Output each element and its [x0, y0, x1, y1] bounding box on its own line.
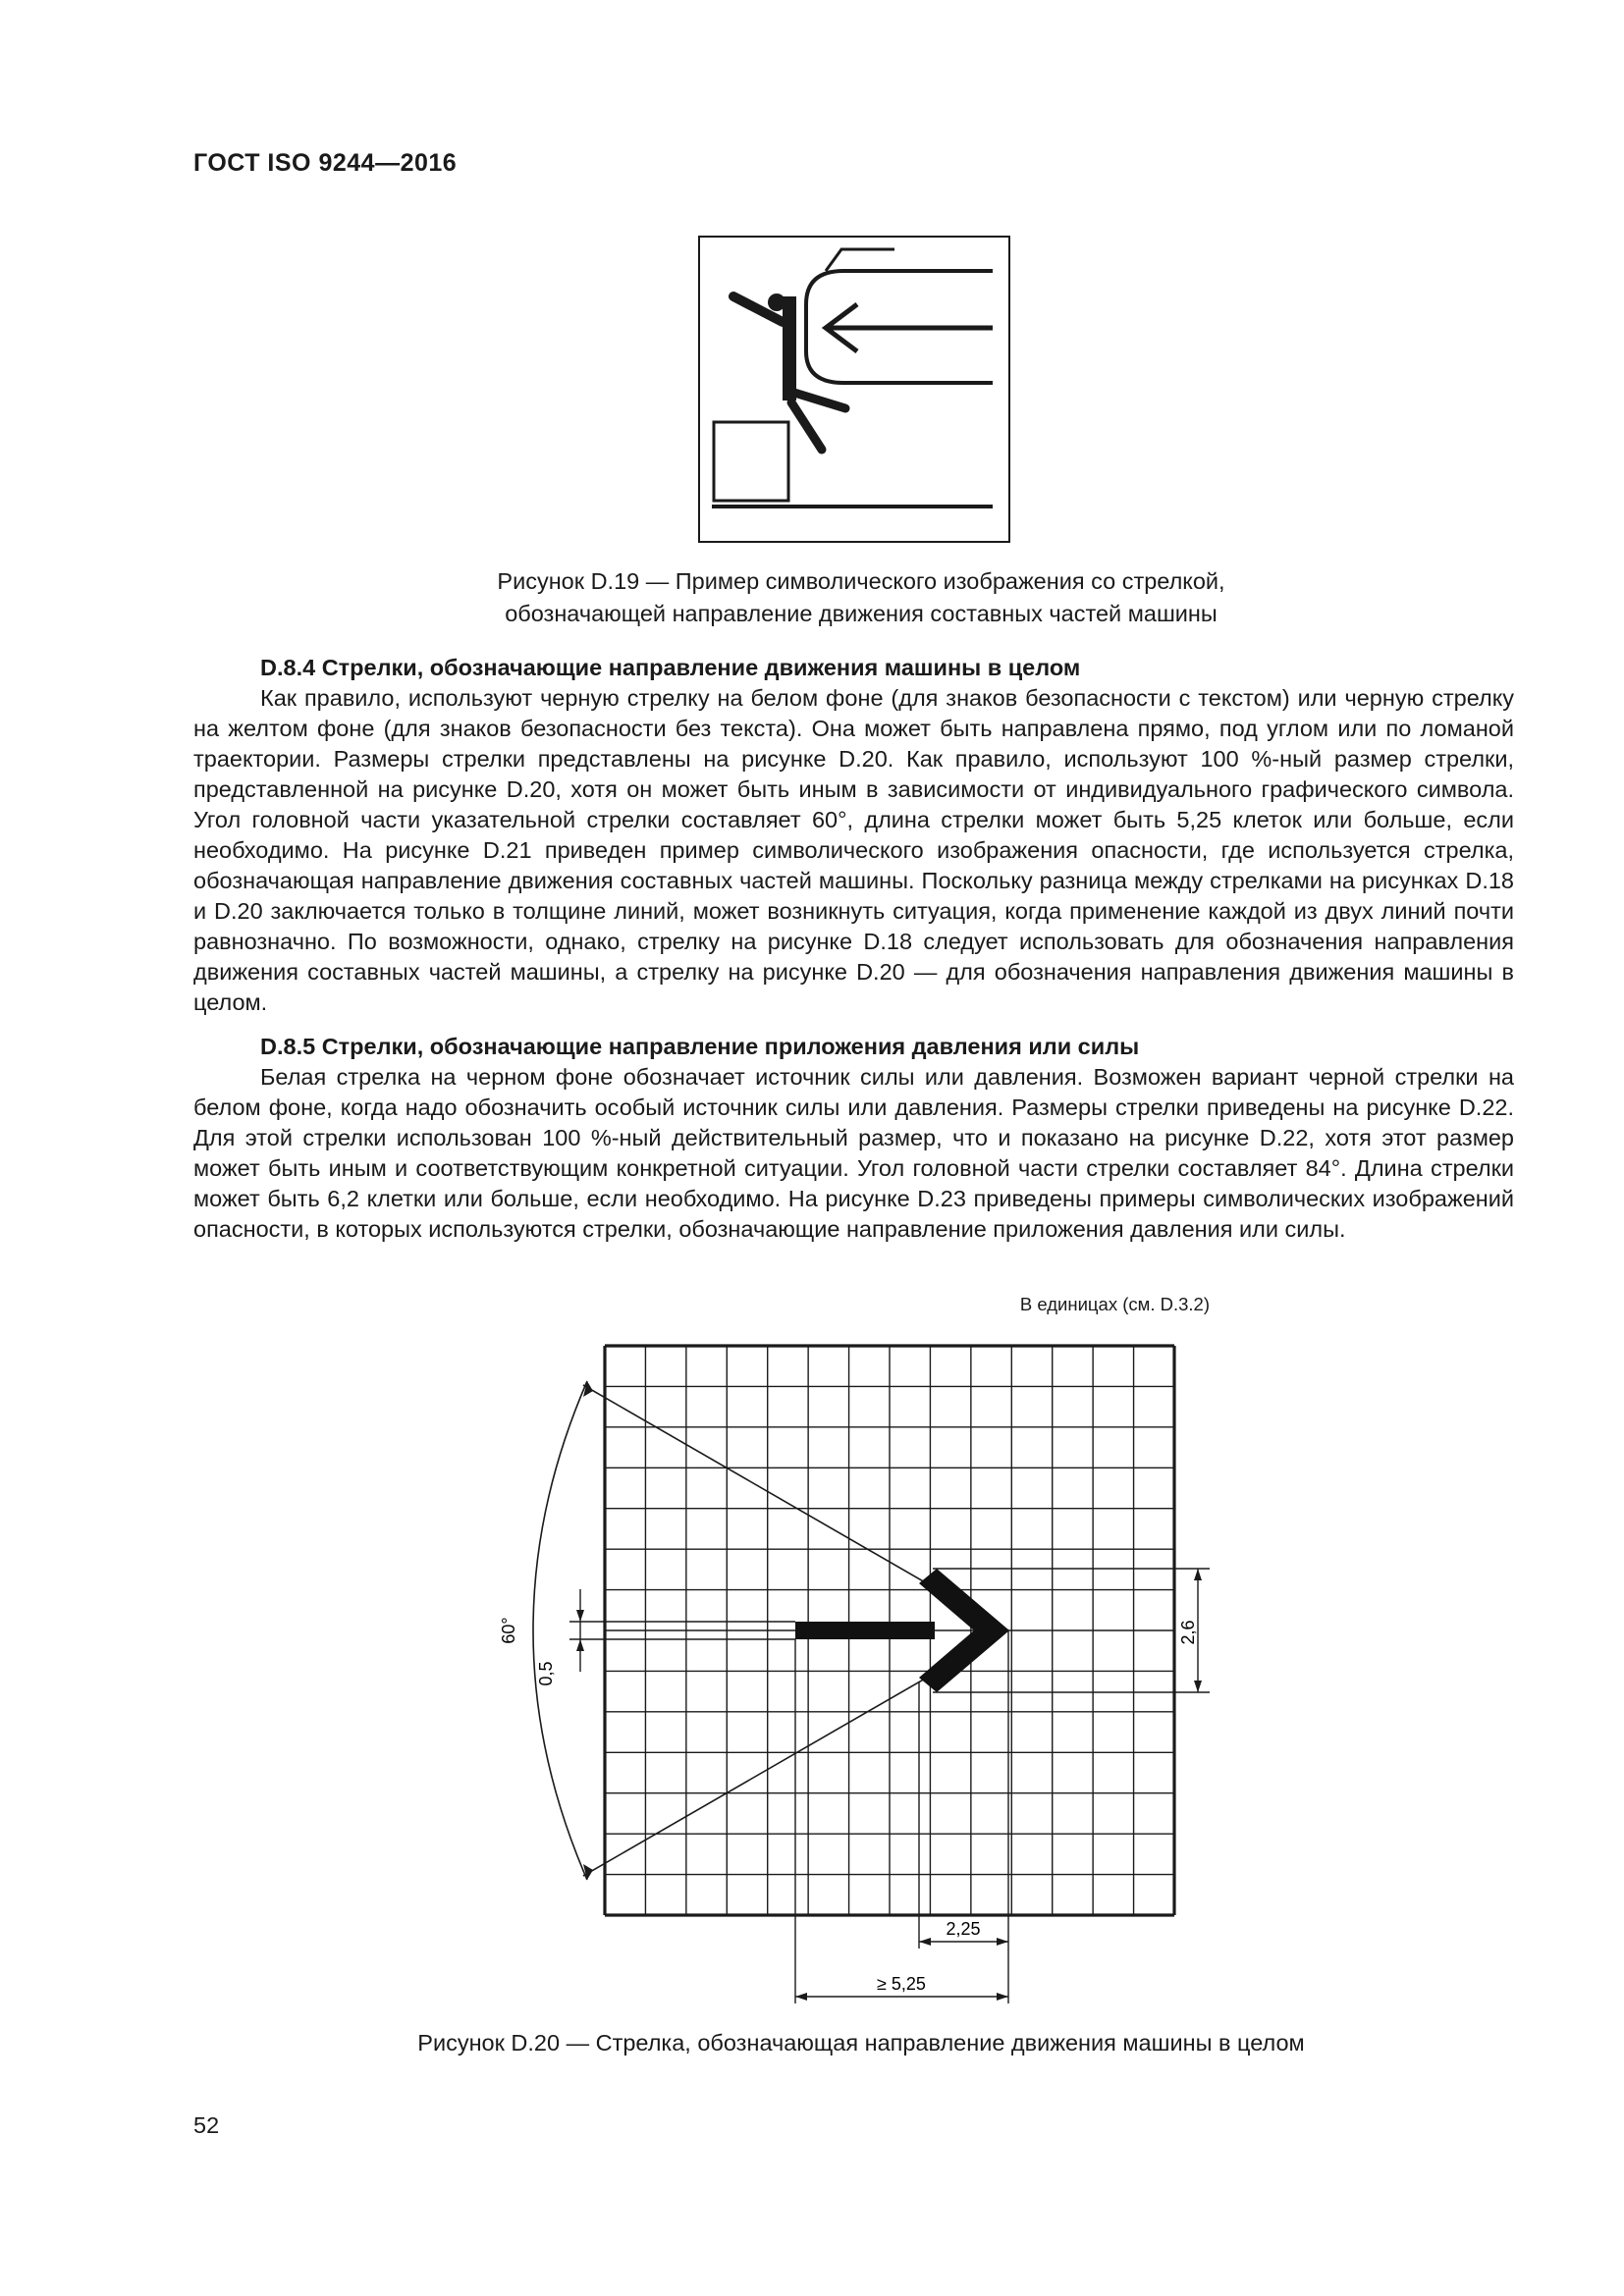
head-length-label: 2,25 — [946, 1919, 981, 1939]
shaft-label: 0,5 — [536, 1661, 556, 1686]
section-body: Как правило, используют черную стрелку на белом фоне (для знаков безопасности с текстом) или черную стрелку на желтом фоне (для знаков безопасности без текста). Она может быть направлена прямо, под углом или по ломаной траектории. Размеры стрелки представлены на рисунке D.20. Как правило, используют 100 %-ный размер стрелки, представленной на рисунке D.20, хотя он может быть иным в зависимости от индивидуального графического символа. Угол головной части указательной стрелки составляет 60°, длина стрелки может быть 5,25 клеток или больше, если необходимо. На рисунке D.21 приведен пример символического изображения опасности, где используется стрелка, обозначающая направление движения составных частей машины. Поскольку разница между стрелками на рисунках D.18 и D.20 заключается только в толщине линий, может возникнуть ситуация, когда применение каждой из двух линий почти равнозначно. По возможности, однако, стрелку на рисунке D.18 следует использовать для обозначения направления движения составных частей машины, а стрелку на рисунке D.20 — для обозначения направления движения машины в целом. — [193, 685, 1514, 1015]
section-heading: D.8.4 Стрелки, обозначающие направление движения машины в целом — [260, 655, 1081, 680]
figure-d19-pictogram — [698, 236, 1010, 543]
caption-line: обозначающей направление движения составных частей машины — [505, 601, 1218, 626]
person-body — [783, 296, 796, 400]
arc-arrowhead-top — [583, 1381, 593, 1397]
box-object — [714, 422, 788, 501]
section-heading: D.8.5 Стрелки, обозначающие направление приложения давления или силы — [260, 1034, 1140, 1059]
caption-line: Рисунок D.19 — Пример символического изображения со стрелкой, — [497, 568, 1225, 594]
figure-d20-diagram — [471, 1320, 1257, 2007]
section-d85 — [193, 1032, 1514, 1245]
total-length-label: ≥ 5,25 — [877, 1974, 926, 1994]
section-body: Белая стрелка на черном фоне обозначает источник силы или давления. Возможен вариант черной стрелки на белом фоне, когда надо обозначить особый источник силы или давления. Размеры стрелки приведены на рисунке D.22. Для этой стрелки использован 100 %-ный действительный размер, что и показано на рисунке D.22, хотя этот размер может быть иным и соответствующим конкретной ситуации. Угол головной части стрелки составляет 84°. Длина стрелки может быть 6,2 клетки или больше, если необходимо. На рисунке D.23 приведены примеры символических изображений опасности, в которых используются стрелки, обозначающие направление приложения давления или силы. — [193, 1064, 1514, 1242]
arc-arrowhead-bottom — [583, 1864, 593, 1880]
head-height-label: 2,6 — [1178, 1620, 1198, 1645]
section-d84 — [193, 653, 1514, 1018]
figure-d19-caption — [245, 565, 1477, 630]
figure-d20-caption: Рисунок D.20 — Стрелка, обозначающая направление движения машины в целом — [417, 2030, 1305, 2056]
angle-label: 60° — [499, 1617, 518, 1644]
page-number: 52 — [193, 2112, 220, 2138]
arrow-shaft — [795, 1622, 935, 1639]
units-note: В единицах (см. D.3.2) — [1019, 1294, 1210, 1314]
document-header: ГОСТ ISO 9244—2016 — [193, 149, 458, 177]
person-head — [768, 294, 785, 311]
angle-arc — [533, 1381, 587, 1880]
